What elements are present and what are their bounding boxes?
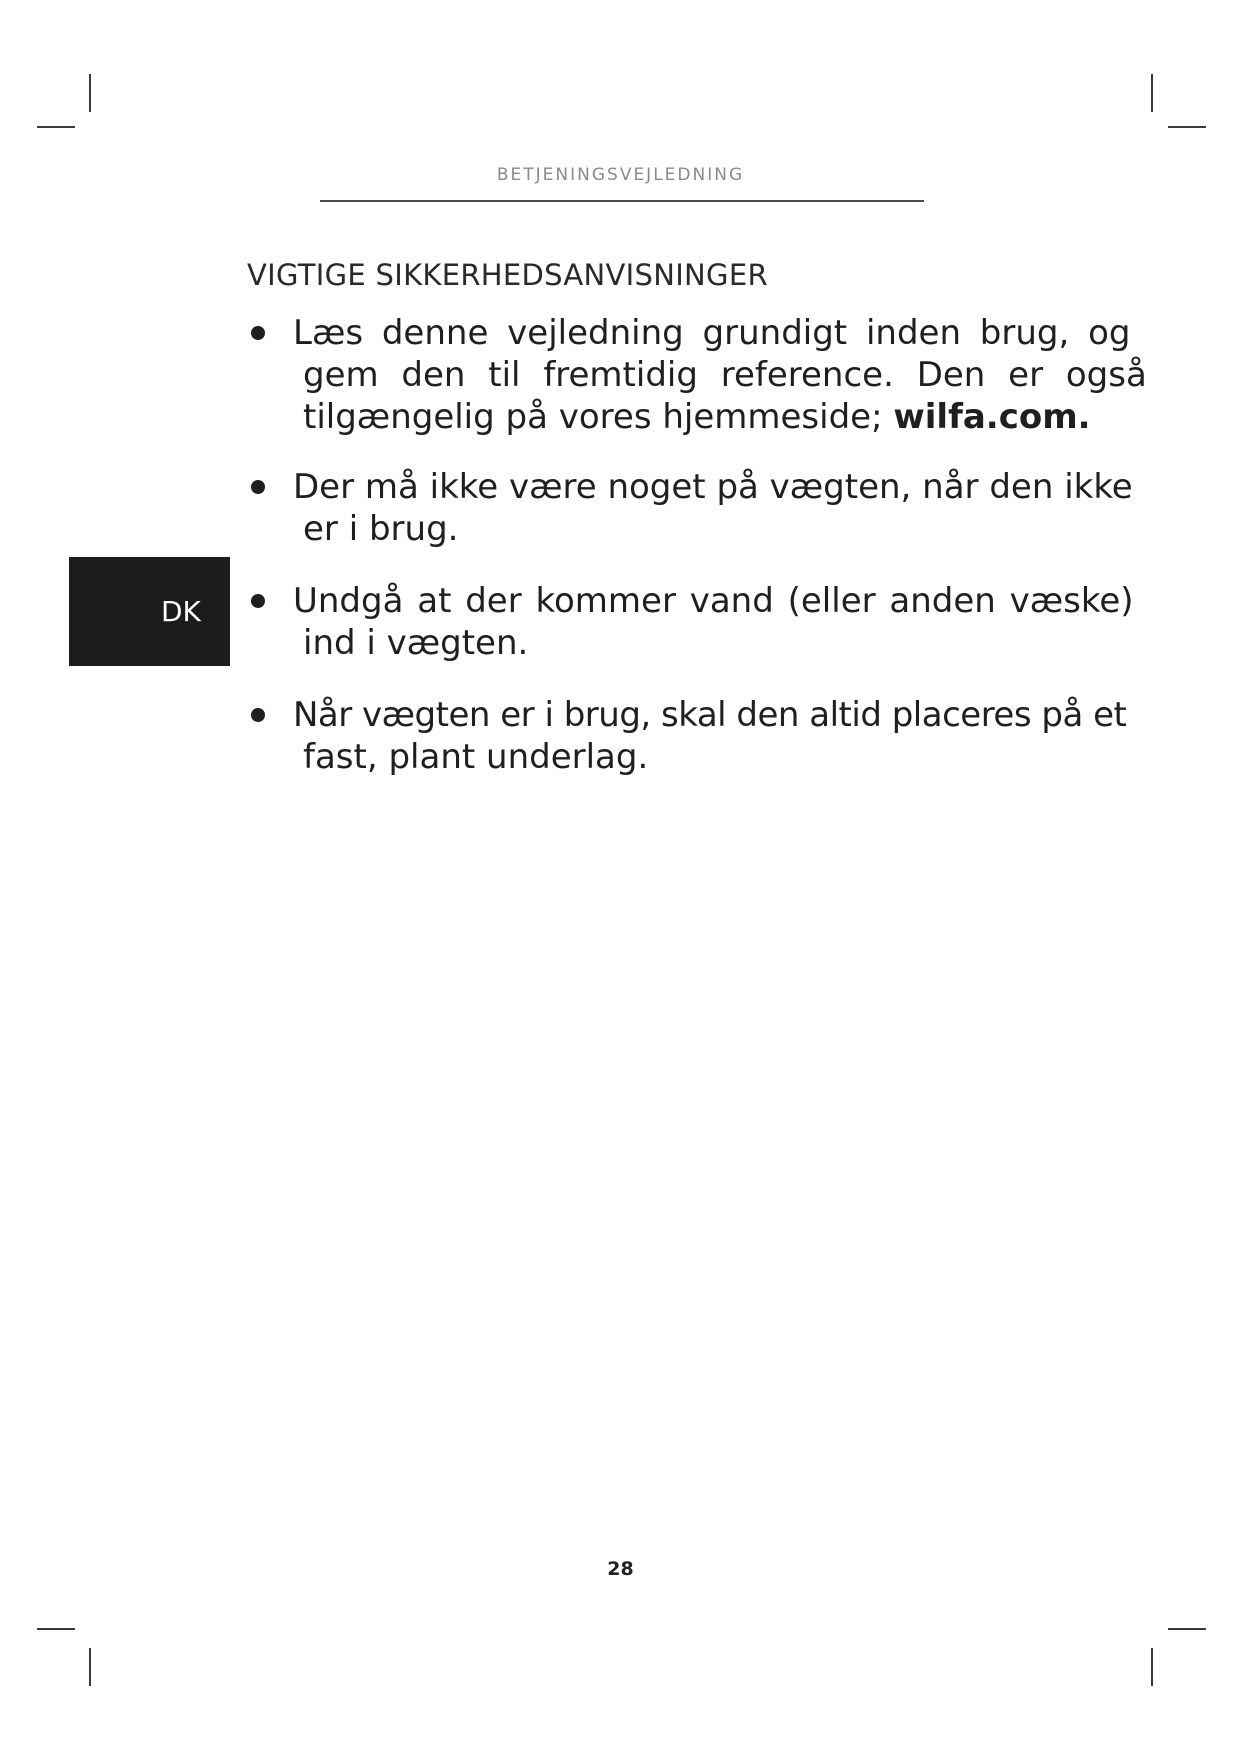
language-tab-label: DK [161,595,201,628]
header-title: BETJENINGSVEJLEDNING [496,165,745,185]
website-link[interactable]: wilfa.com. [893,397,1091,437]
language-tab [69,557,230,666]
bullet-icon [251,708,265,722]
bullet-line: Læs denne vejledning grundigt inden brug, og [293,313,1131,353]
bullet-text: tilgængelig på vores hjemmeside; [303,397,894,437]
crop-mark-top-left-horizontal [37,126,75,128]
crop-mark-top-right-horizontal [1168,126,1206,128]
crop-mark-bottom-left-horizontal [37,1628,75,1630]
bullet-line: Når vægten er i brug, skal den altid placeres på et [293,695,1127,735]
header-divider [320,200,924,202]
crop-mark-bottom-left-vertical [89,1648,91,1686]
bullet-icon [251,480,265,494]
bullet-line: gem den til fremtidig reference. Den er også [303,355,1147,395]
bullet-icon [251,594,265,608]
bullet-line [293,396,1091,438]
bullet-line: Der må ikke være noget på vægten, når den ikke [293,467,1133,507]
bullet-line: ind i vægten. [303,623,529,663]
list-item [247,580,1134,664]
bullet-line: er i brug. [303,509,459,549]
crop-mark-bottom-right-horizontal [1168,1628,1206,1630]
crop-mark-top-left-vertical [89,74,91,112]
bullet-line: Undgå at der kommer vand (eller anden væske) [293,581,1134,621]
bullet-icon [251,326,265,340]
crop-mark-top-right-vertical [1151,74,1153,112]
bullet-line: fast, plant underlag. [303,737,649,777]
list-item [247,466,1133,550]
list-item [247,312,1147,438]
list-item [247,694,1127,778]
crop-mark-bottom-right-vertical [1151,1648,1153,1686]
safety-instructions-list [247,312,1147,778]
section-heading: VIGTIGE SIKKERHEDSANVISNINGER [247,258,768,292]
page-number: 28 [607,1558,634,1580]
